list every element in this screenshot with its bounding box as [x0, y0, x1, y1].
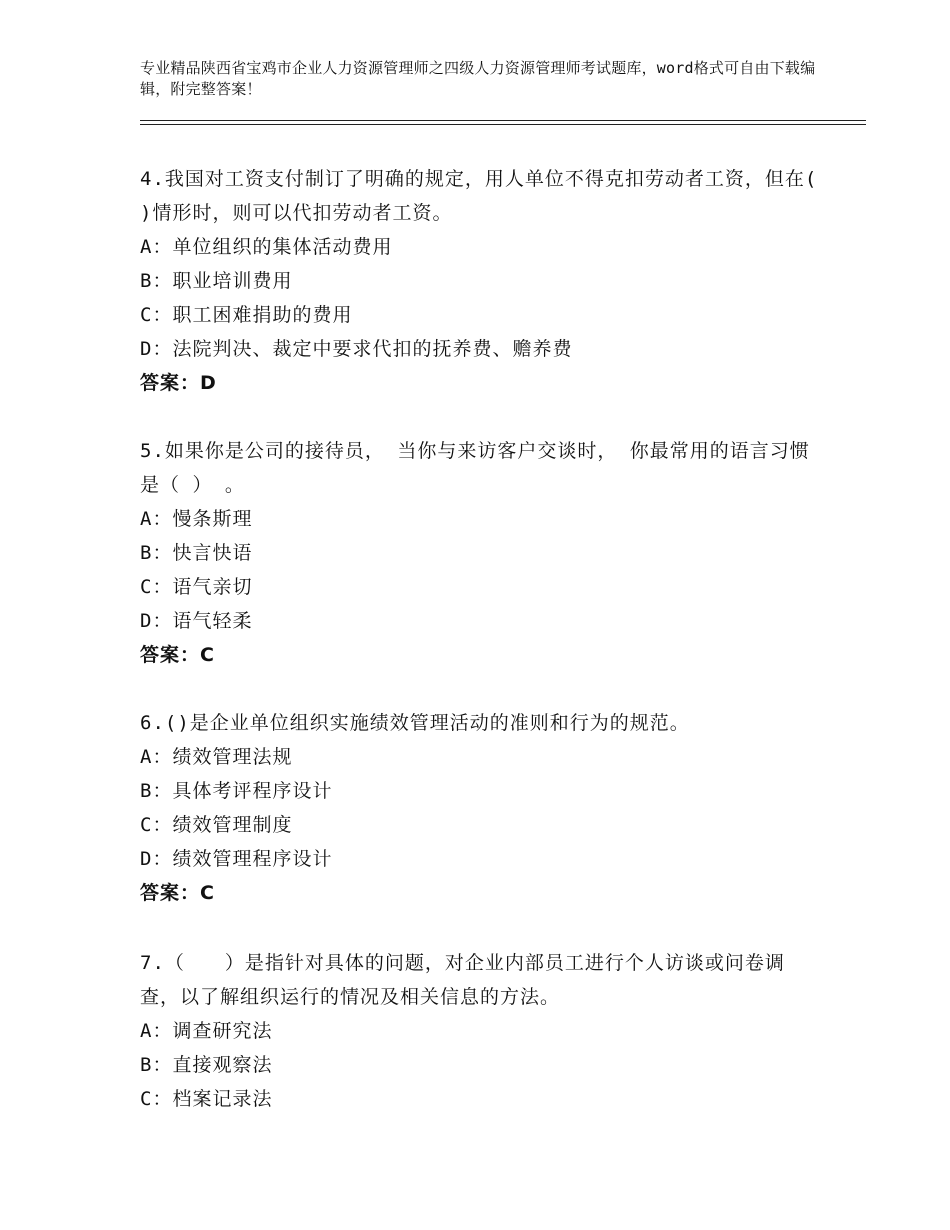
header-divider	[140, 120, 866, 125]
option-d: D：法院判决、裁定中要求代扣的抚养费、赡养费	[140, 338, 573, 360]
option-d: D：绩效管理程序设计	[140, 848, 333, 870]
question-stem: 6.()是企业单位组织实施绩效管理活动的准则和行为的规范。	[140, 712, 690, 734]
answer-label: 答案：C	[140, 882, 215, 904]
question-6	[140, 706, 820, 910]
question-stem: 7.（ ）是指针对具体的问题，对企业内部员工进行个人访谈或问卷调查，以了解组织运行的情况及相关信息的方法。	[140, 952, 785, 1008]
option-a: A：调查研究法	[140, 1020, 273, 1042]
option-a: A：绩效管理法规	[140, 746, 293, 768]
option-b: B：具体考评程序设计	[140, 780, 333, 802]
question-4	[140, 162, 820, 400]
option-c: C：档案记录法	[140, 1088, 273, 1110]
question-7	[140, 946, 820, 1116]
option-b: B：直接观察法	[140, 1054, 273, 1076]
option-d: D：语气轻柔	[140, 610, 253, 632]
option-b: B：快言快语	[140, 542, 253, 564]
option-b: B：职业培训费用	[140, 270, 293, 292]
option-c: C：绩效管理制度	[140, 814, 293, 836]
option-a: A：慢条斯理	[140, 508, 253, 530]
question-stem: 5.如果你是公司的接待员， 当你与来访客户交谈时， 你最常用的语言习惯是（ ） 。	[140, 440, 810, 496]
option-c: C：职工困难捐助的费用	[140, 304, 353, 326]
option-a: A：单位组织的集体活动费用	[140, 236, 393, 258]
question-5	[140, 434, 820, 672]
option-c: C：语气亲切	[140, 576, 253, 598]
answer-label: 答案：D	[140, 372, 217, 394]
document-header: 专业精品陕西省宝鸡市企业人力资源管理师之四级人力资源管理师考试题库，word格式可自由下载编辑，附完整答案！	[140, 59, 816, 98]
answer-label: 答案：C	[140, 644, 215, 666]
question-stem: 4.我国对工资支付制订了明确的规定，用人单位不得克扣劳动者工资，但在( )情形时，则可以代扣劳动者工资。	[140, 168, 818, 224]
